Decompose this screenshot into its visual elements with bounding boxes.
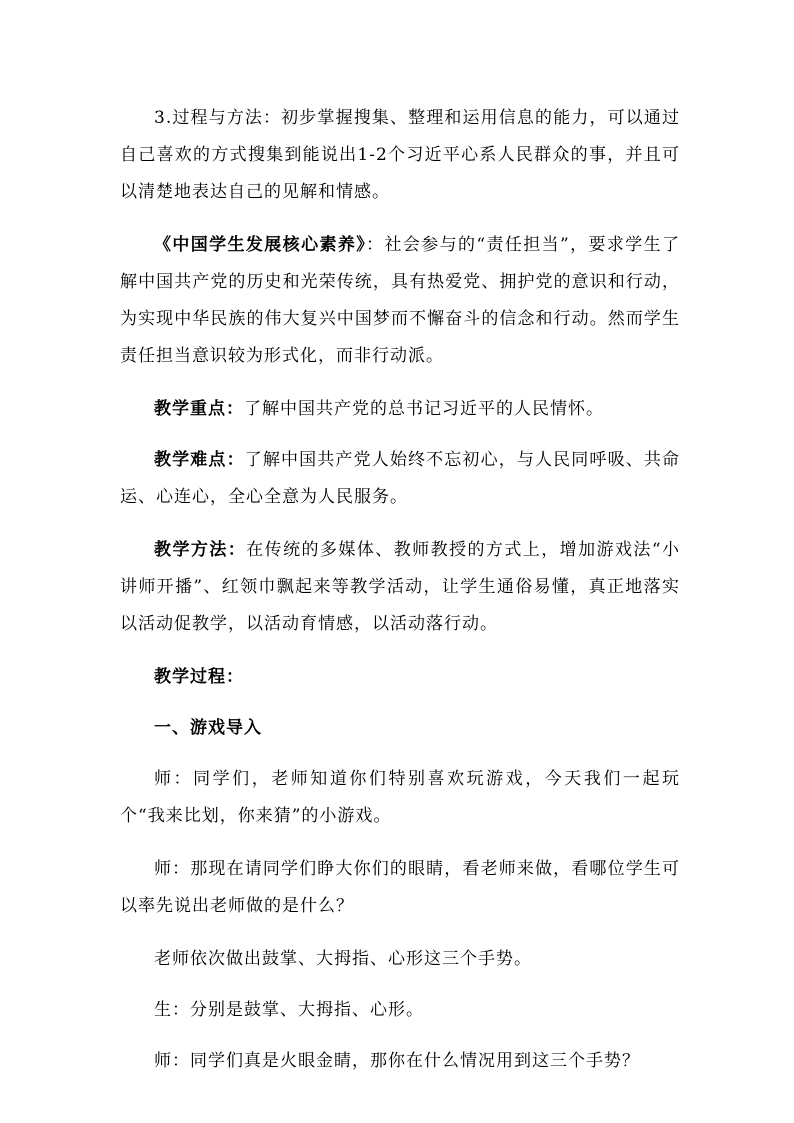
heading-game-intro: 一、游戏导入: [154, 718, 262, 738]
paragraph-core-literacy: [120, 227, 680, 375]
paragraph-teacher-2: 师：那现在请同学们睁大你们的眼睛，看老师来做，看哪位学生可以率先说出老师做的是什么？: [120, 859, 680, 916]
teaching-difficulty-text: 了解中国共产党人始终不忘初心，与人民同呼吸、共命运、心连心，全心全意为人民服务。: [120, 450, 681, 507]
core-literacy-title: 《中国学生发展核心素养》: [154, 235, 367, 255]
paragraph-teaching-focus: [120, 391, 680, 428]
document-page: [120, 100, 680, 1094]
teaching-method-text: 在传统的多媒体、教师教授的方式上，增加游戏法“小讲师开播”、红领巾飘起来等教学活动，让学生通俗易懂，真正地落实以活动促教学，以活动育情感，以活动落行动。: [120, 540, 680, 634]
paragraph-process-method: 3.过程与方法：初步掌握搜集、整理和运用信息的能力，可以通过自己喜欢的方式搜集到能说出1-2个习近平心系人民群众的事，并且可以清楚地表达自己的见解和情感。: [120, 108, 680, 202]
paragraph-teacher-3: 师：同学们真是火眼金睛，那你在什么情况用到这三个手势？: [154, 1051, 640, 1071]
paragraph-teaching-method: [120, 532, 680, 643]
core-literacy-text: ：社会参与的“责任担当”，要求学生了解中国共产党的历史和光荣传统，具有热爱党、拥护党的意识和行动，为实现中华民族的伟大复兴中国梦而不懈奋斗的信念和行动。然而学生责任担当意识较为形式化，而非行动派。: [120, 235, 681, 366]
teaching-focus-text: 了解中国共产党的总书记习近平的人民情怀。: [244, 399, 604, 419]
paragraph-gestures: 老师依次做出鼓掌、大拇指、心形这三个手势。: [154, 949, 532, 969]
paragraph-student-answer: 生：分别是鼓掌、大拇指、心形。: [154, 1000, 424, 1020]
teaching-method-label: 教学方法：: [154, 540, 247, 560]
teaching-difficulty-label: 教学难点：: [154, 450, 245, 470]
teaching-focus-label: 教学重点：: [154, 399, 244, 419]
paragraph-teacher-1: 师：同学们，老师知道你们特别喜欢玩游戏，今天我们一起玩个“我来比划，你来猜”的小游戏。: [120, 769, 680, 826]
paragraph-teaching-difficulty: [120, 442, 680, 516]
heading-teaching-process: 教学过程：: [154, 667, 244, 687]
